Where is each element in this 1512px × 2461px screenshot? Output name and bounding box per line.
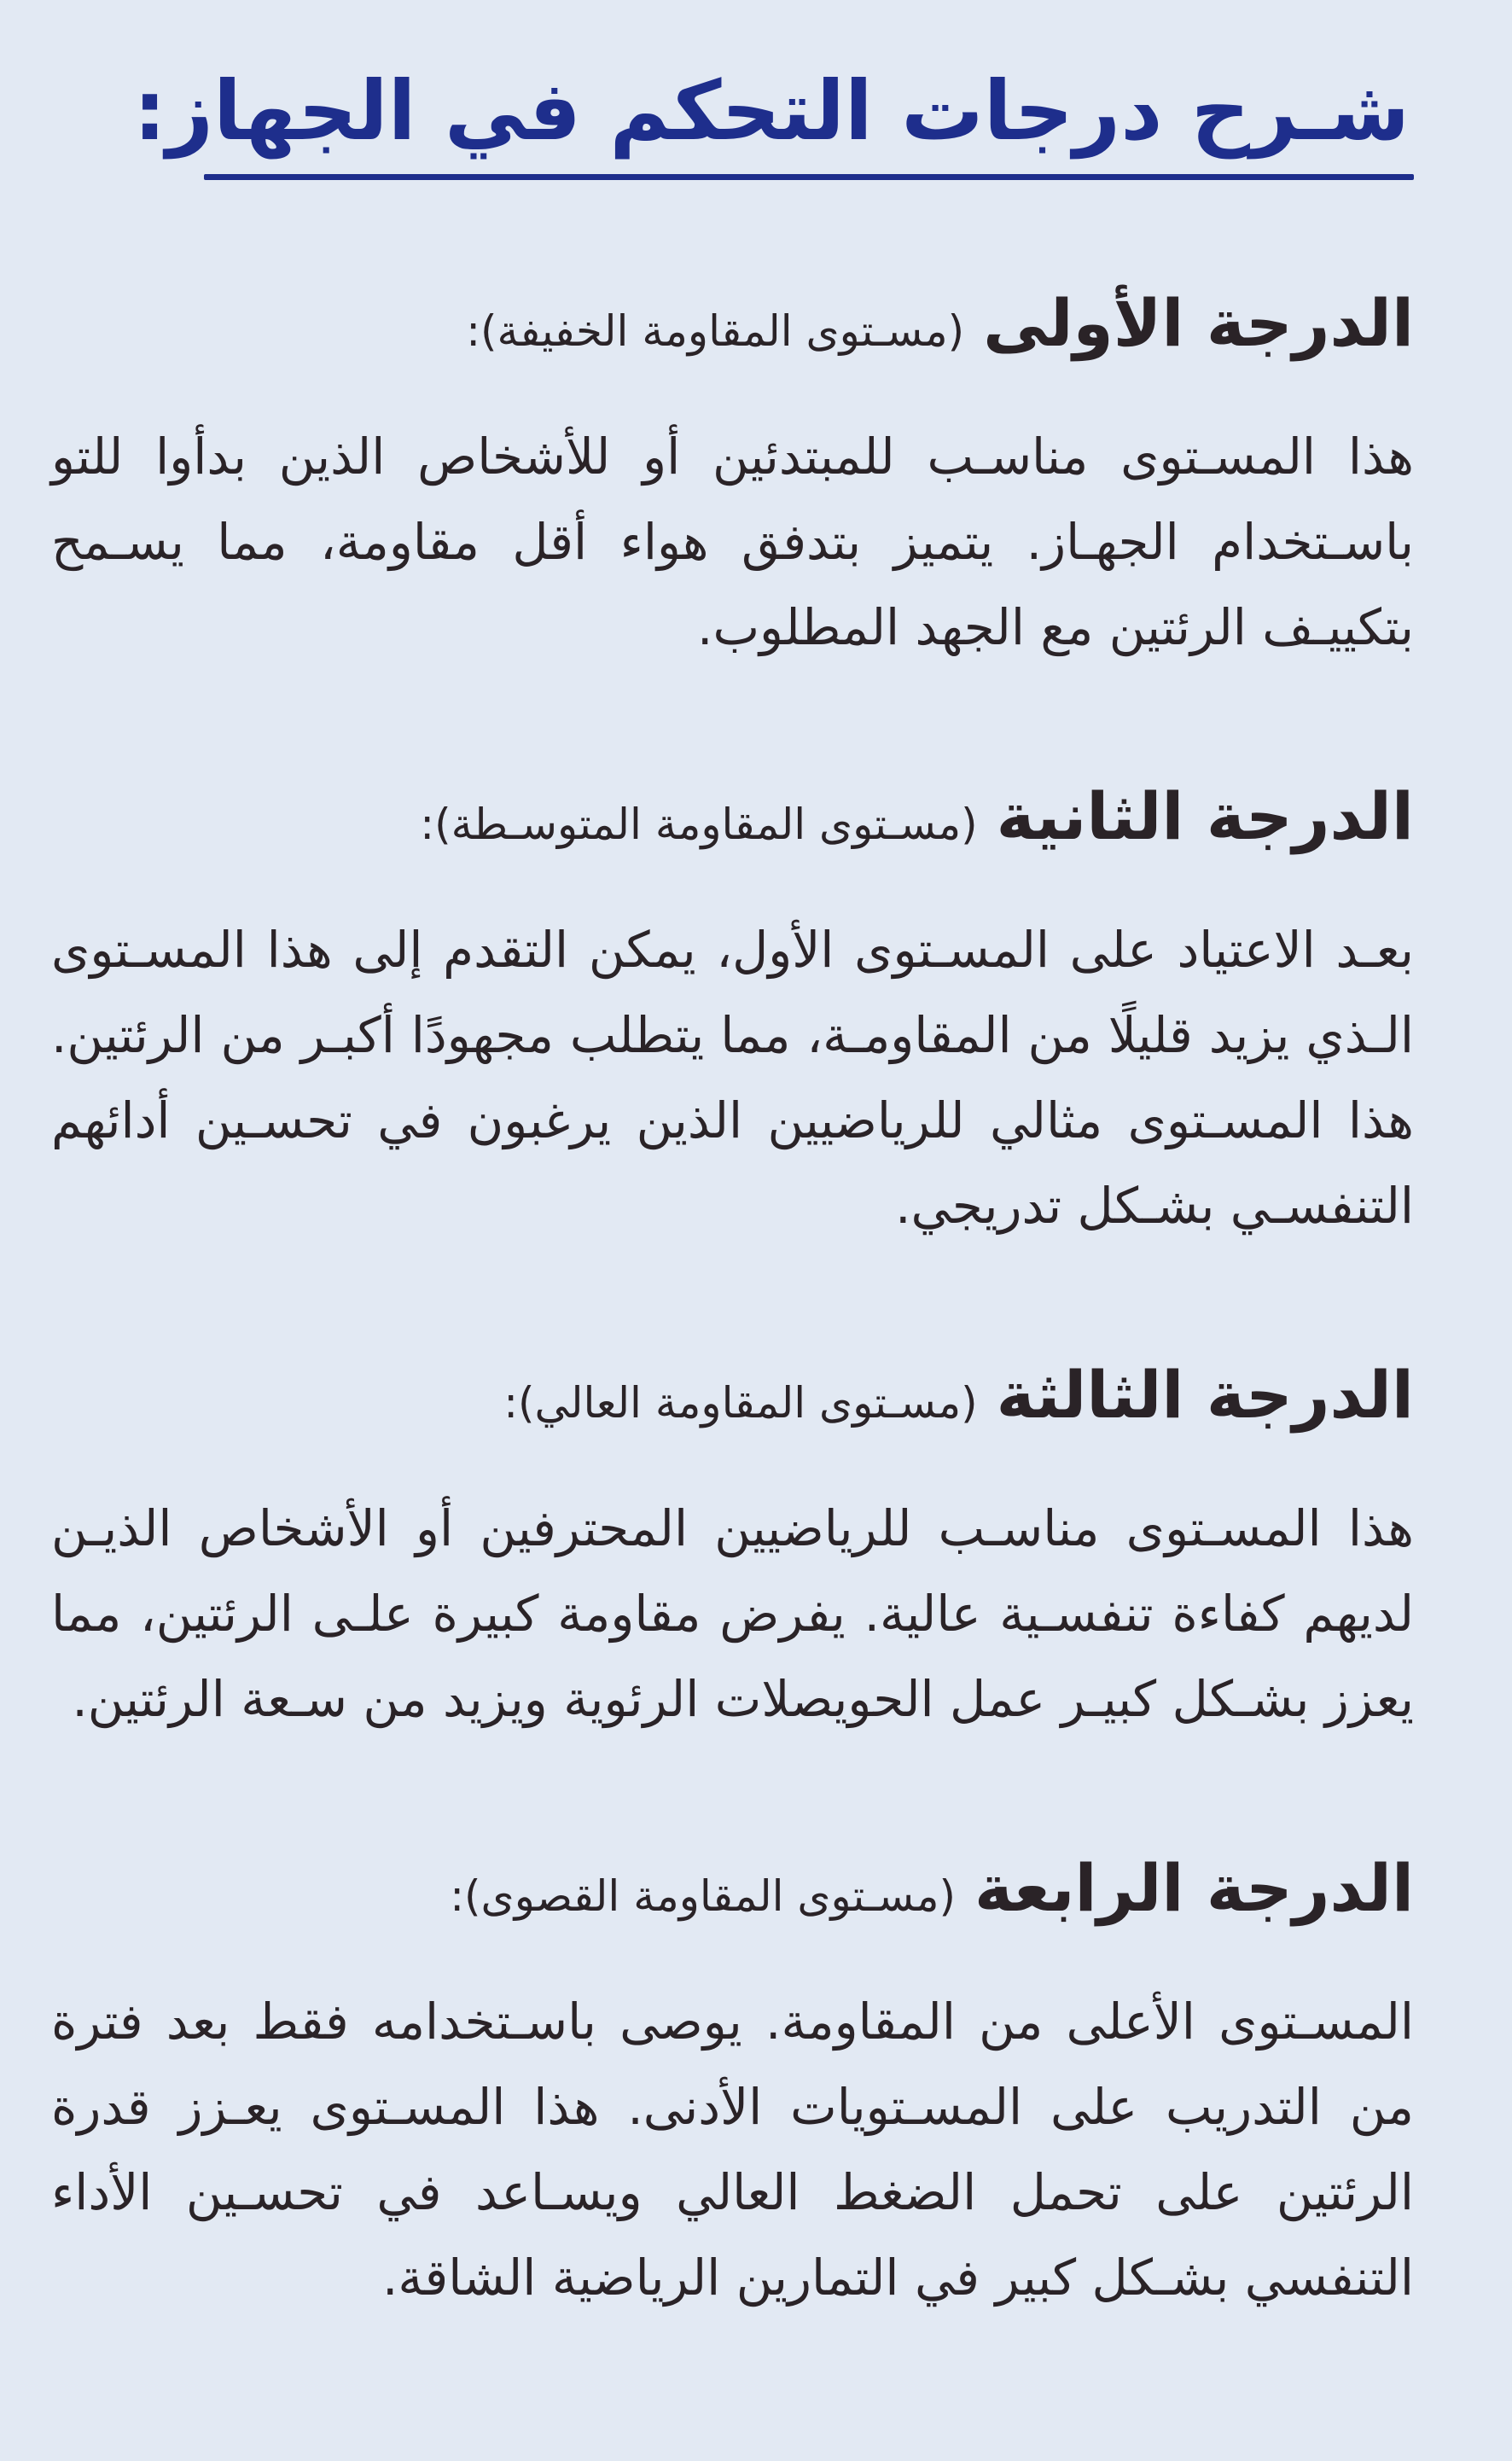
level-heading	[51, 1353, 1414, 1453]
level-description: هذا المسـتوى مناسـب للمبتدئين أو للأشخاص الذين بدأوا للتو باسـتخدام الجهـاز. يتميز بتدفق هواء أقل مقاومة، مما يسـمح بتكييـف الرئتين مع الجهد المطلوب.	[51, 428, 1414, 656]
title-underline	[204, 174, 1414, 180]
level-heading	[51, 281, 1414, 381]
level-subtitle: (مسـتوى المقاومة المتوسـطة):	[420, 800, 978, 849]
page-title: شـرح درجات التحكم في الجهاز:	[133, 63, 1410, 159]
level-name: الدرجة الثانية	[996, 778, 1414, 854]
level-subtitle: (مسـتوى المقاومة القصوى):	[450, 1871, 956, 1921]
level-name: الدرجة الرابعة	[974, 1850, 1414, 1926]
level-description: هذا المسـتوى مناسـب للرياضيين المحترفين أو الأشخاص الذيـن لديهم كفاءة تنفسـية عالية. يفرض مقاومة كبيرة علـى الرئتين، مما يعزز بشـكل كبيـر عمل الحويصلات الرئوية ويزيد من سـعة الرئتين.	[51, 1499, 1414, 1728]
level-subtitle: (مسـتوى المقاومة العالي):	[503, 1378, 978, 1428]
level-description: المسـتوى الأعلى من المقاومة. يوصى باسـتخدامه فقط بعد فترة من التدريب على المسـتويات الأدنى. هذا المسـتوى يعـزز قدرة الرئتين على تحمل الضغط العالي ويسـاعد في تحسـين الأداء التنفسي بشـكل كبير في التمارين الرياضية الشاقة.	[51, 1993, 1414, 2307]
level-section-3	[51, 1353, 1414, 1742]
level-name: الدرجة الثالثة	[996, 1357, 1414, 1433]
level-heading	[51, 1846, 1414, 1946]
level-section-1	[51, 281, 1414, 670]
level-subtitle: (مسـتوى المقاومة الخفيفة):	[466, 306, 965, 356]
level-heading	[51, 774, 1414, 875]
level-section-4	[51, 1846, 1414, 2320]
level-description: بعـد الاعتياد على المسـتوى الأول، يمكن التقدم إلى هذا المسـتوى الـذي يزيد قليلًا من المقاومـة، مما يتطلب مجهودًا أكبـر من الرئتين. هذا المسـتوى مثالي للرياضيين الذين يرغبون في تحسـين أدائهم التنفسـي بشـكل تدريجي.	[51, 921, 1414, 1235]
level-section-2	[51, 774, 1414, 1248]
level-name: الدرجة الأولى	[983, 285, 1414, 361]
